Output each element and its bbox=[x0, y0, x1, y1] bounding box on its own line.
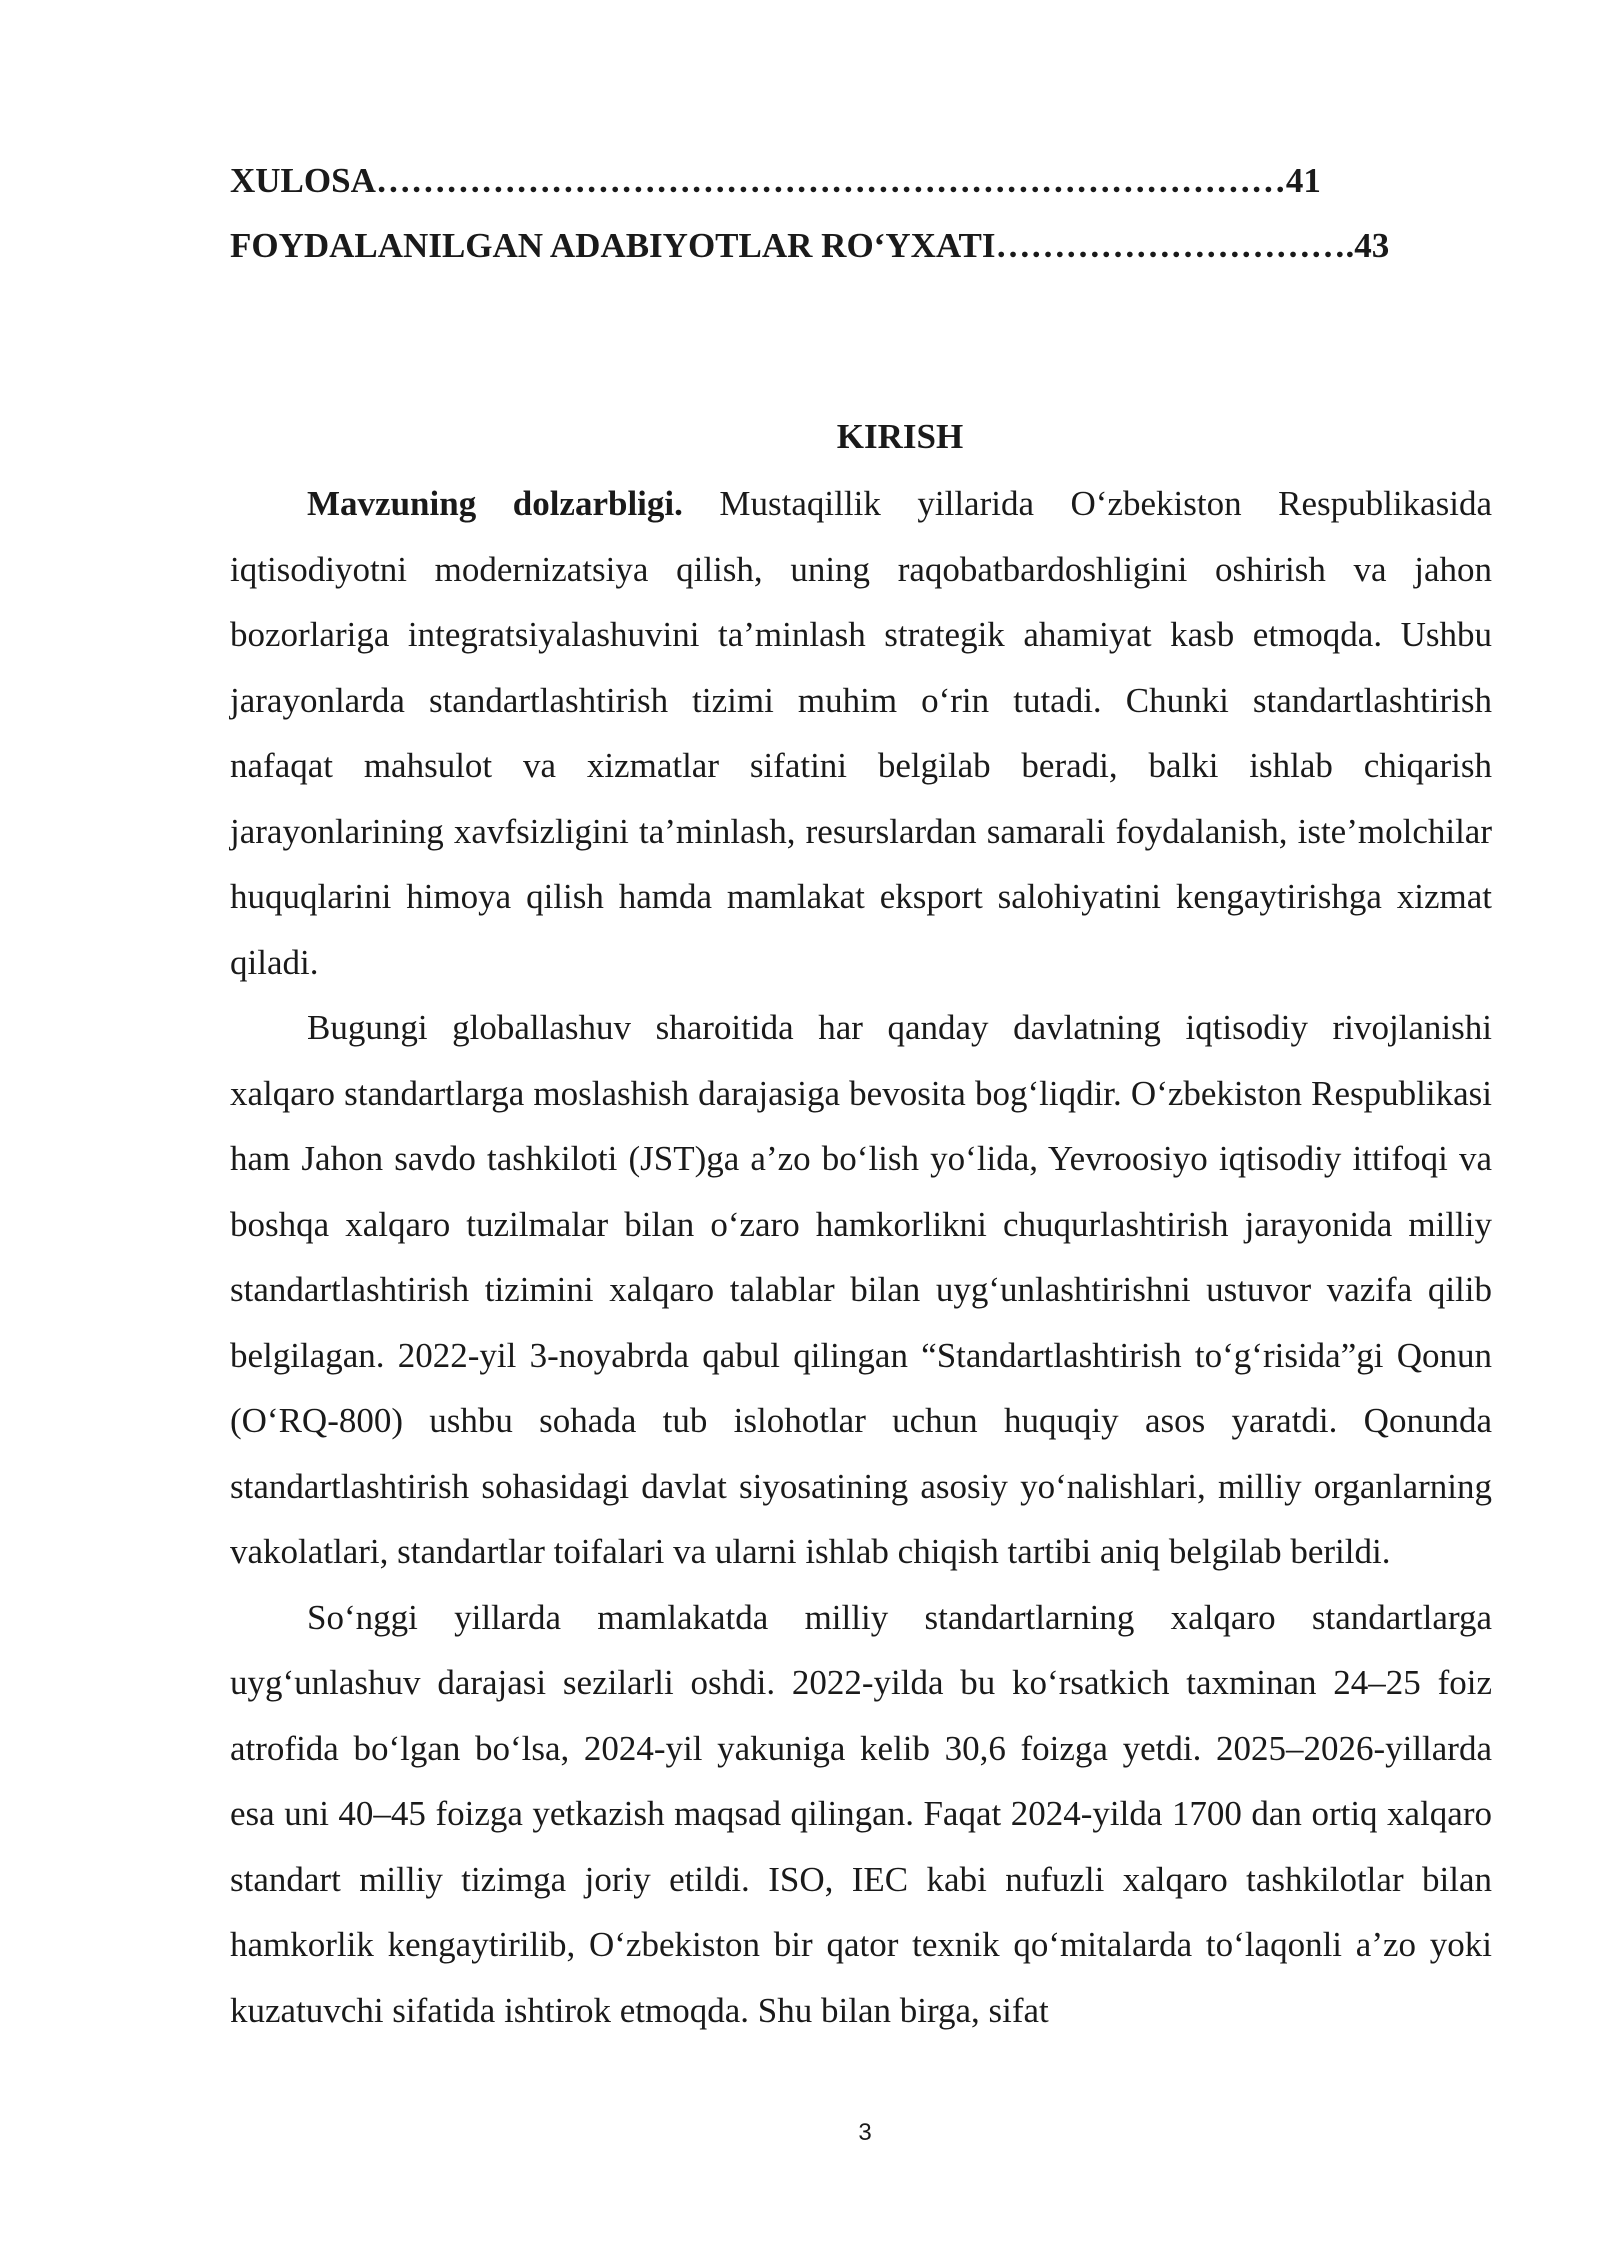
table-of-contents bbox=[230, 148, 1492, 278]
section-heading: KIRISH bbox=[836, 417, 964, 456]
paragraph: So‘nggi yillarda mamlakatda milliy standartlarning xalqaro standartlarga uyg‘unlashuv darajasi sezilarli oshdi. 2022-yilda bu ko‘rsatkich taxminan 24–25 foiz atrofida bo‘lgan bo‘lsa, 2024-yil yakuniga kelib 30,6 foizga yetdi. 2025–2026-yillarda esa uni 40–45 foizga yetkazish maqsad qilingan. Faqat 2024-yilda 1700 dan ortiq xalqaro standart milliy tizimga joriy etildi. ISO, IEC kabi nufuzli xalqaro tashkilotlar bilan hamkorlik kengaytirilib, O‘zbekiston bir qator texnik qo‘mitalarda to‘laqonli a’zo yoki kuzatuvchi sifatida ishtirok etmoqda. Shu bilan birga, sifat bbox=[230, 1597, 1492, 2030]
body-text bbox=[230, 471, 1492, 2043]
paragraph bbox=[230, 471, 1492, 995]
toc-entry-references[interactable]: FOYDALANILGAN ADABIYOTLAR RO‘YXATI………………………….43 bbox=[230, 226, 1390, 265]
paragraph-text: Mustaqillik yillarida O‘zbekiston Respublikasida iqtisodiyotni modernizatsiya qilish, uning raqobatbardoshligini oshirish va jahon bozorlariga integratsiyalashuvini ta’minlash strategik ahamiyat kasb etmoqda. Ushbu jarayonlarda standartlashtirish tizimi muhim o‘rin tutadi. Chunki standartlashtirish nafaqat mahsulot va xizmatlar sifatini belgilab beradi, balki ishlab chiqarish jarayonlarining xavfsizligini ta’minlash, resurslardan samarali foydalanish, iste’molchilar huquqlarini himoya qilish hamda mamlakat eksport salohiyatini kengaytirishga xizmat qiladi. bbox=[230, 484, 1493, 982]
toc-entry-conclusion[interactable]: XULOSA……………………………………………………………………41 bbox=[230, 161, 1321, 200]
paragraph: Bugungi globallashuv sharoitida har qanday davlatning iqtisodiy rivojlanishi xalqaro standartlarga moslashish darajasiga bevosita bog‘liqdir. O‘zbekiston Respublikasi ham Jahon savdo tashkiloti (JST)ga a’zo bo‘lish yo‘lida, Yevroosiyo iqtisodiy ittifoqi va boshqa xalqaro tuzilmalar bilan o‘zaro hamkorlikni chuqurlashtirish jarayonida milliy standartlashtirish tizimini xalqaro talablar bilan uyg‘unlashtirishni ustuvor vazifa qilib belgilagan. 2022-yil 3-noyabrda qabul qilingan “Standartlashtirish to‘g‘risida”gi Qonun (O‘RQ-800) ushbu sohada tub islohotlar uchun huquqiy asos yaratdi. Qonunda standartlashtirish sohasidagi davlat siyosatining asosiy yo‘nalishlari, milliy organlarning vakolatlari, standartlar toifalari va ularni ishlab chiqish tartibi aniq belgilab berildi. bbox=[230, 1008, 1492, 1571]
page-number: 3 bbox=[858, 2119, 872, 2146]
paragraph-lead: Mavzuning dolzarbligi. bbox=[307, 484, 683, 523]
